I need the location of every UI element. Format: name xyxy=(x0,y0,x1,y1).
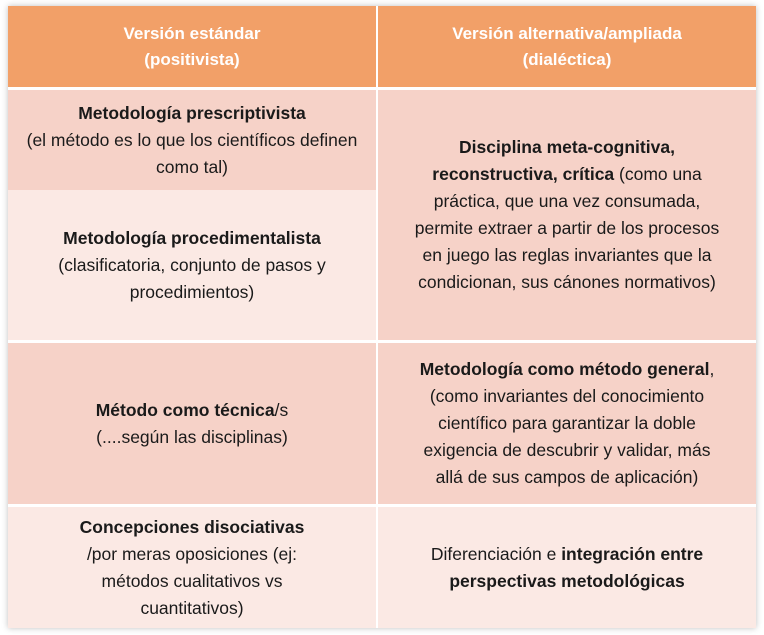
dissociative-desc: /por meras oposiciones (ej: métodos cualitativos vs cuantitativos) xyxy=(86,543,298,618)
proceduralist-desc: (clasificatoria, conjunto de pasos y procedimientos) xyxy=(58,254,326,302)
technique-desc: (....según las disciplinas) xyxy=(96,426,288,447)
prescriptivist-desc: (el método es lo que los científicos definen como tal) xyxy=(26,129,358,177)
cell-technique xyxy=(8,340,378,504)
general-method-title: Metodología como método general xyxy=(419,359,710,379)
header-alternative-version xyxy=(378,6,756,90)
prescriptivist-title: Metodología prescriptivista xyxy=(78,102,306,123)
header-alternative-title: Versión alternativa/ampliada xyxy=(452,23,682,43)
integration-title: integración entre perspectivas metodológicas xyxy=(449,543,704,591)
dissociative-title: Concepciones disociativas xyxy=(79,516,305,537)
metacognitive-desc: (como una práctica, que una vez consumada, permite extraer a partir de los procesos en juego las reglas invariantes que la condicionan, sus cánones normativos) xyxy=(414,164,720,292)
proceduralist-title: Metodología procedimentalista xyxy=(63,227,321,248)
cell-general-method xyxy=(378,340,756,504)
header-standard-subtitle: (positivista) xyxy=(144,49,240,69)
general-method-desc: , (como invariantes del conocimiento científico para garantizar la doble exigencia de descubrir y validar, más allá de sus campos de aplicación) xyxy=(423,359,715,487)
integration-prefix: Diferenciación e xyxy=(430,543,562,564)
header-alternative-subtitle: (dialéctica) xyxy=(522,49,612,69)
cell-prescriptivist xyxy=(8,90,378,190)
cell-proceduralist xyxy=(8,190,378,340)
header-standard-title: Versión estándar xyxy=(123,23,261,43)
cell-integration xyxy=(378,504,756,628)
technique-suffix: /s xyxy=(274,399,289,420)
metacognitive-title: Disciplina meta-cognitiva, reconstructiva, crítica xyxy=(432,137,675,184)
technique-title: Método como técnica xyxy=(95,399,275,420)
cell-metacognitive xyxy=(378,90,756,340)
comparison-table xyxy=(8,6,756,628)
cell-dissociative xyxy=(8,504,378,628)
header-standard-version xyxy=(8,6,378,90)
